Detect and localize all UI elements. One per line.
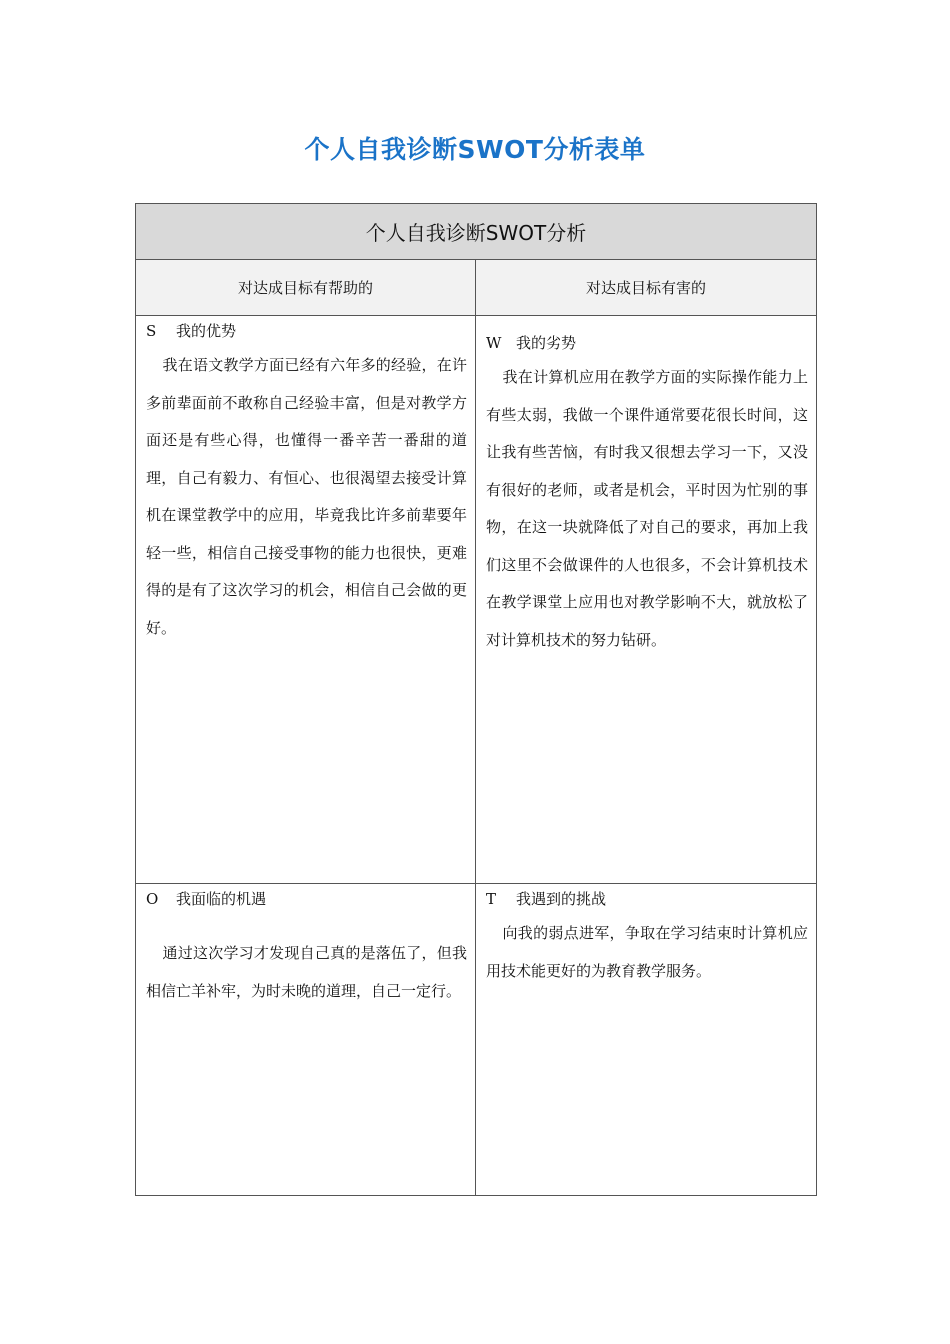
opportunities-letter: O	[146, 890, 159, 908]
quadrant-row-bottom	[136, 884, 817, 1196]
column-header-harmful: 对达成目标有害的	[476, 260, 817, 316]
strengths-cell	[136, 316, 476, 884]
strengths-heading	[146, 320, 467, 342]
threats-letter: T	[486, 890, 497, 908]
opportunities-text: 通过这次学习才发现自己真的是落伍了，但我相信亡羊补牢，为时未晚的道理，自己一定行。	[146, 944, 467, 1000]
quadrant-row-top	[136, 316, 817, 884]
strengths-text: 我在语文教学方面已经有六年多的经验，在许多前辈面前不敢称自己经验丰富，但是对教学方面还是有些心得，也懂得一番辛苦一番甜的道理，自己有毅力、有恒心、也很渴望去接受计算机在课堂教学中的应用，毕竟我比许多前辈要年轻一些，相信自己接受事物的能力也很快，更难得的是有了这次学习的机会，相信自己会做的更好。	[146, 356, 467, 637]
weaknesses-letter: W	[486, 334, 502, 352]
strengths-letter: S	[146, 322, 157, 340]
weaknesses-heading	[486, 332, 808, 354]
document-title: 个人自我诊断SWOT分析表单	[304, 135, 646, 164]
threats-heading	[486, 888, 808, 910]
column-header-row	[136, 260, 817, 316]
opportunities-label: 我面临的机遇	[176, 890, 267, 908]
threats-text: 向我的弱点进军，争取在学习结束时计算机应用技术能更好的为教育教学服务。	[486, 924, 808, 980]
opportunities-cell	[136, 884, 476, 1196]
threats-label: 我遇到的挑战	[516, 890, 607, 908]
weaknesses-text: 我在计算机应用在教学方面的实际操作能力上有些太弱，我做一个课件通常要花很长时间，这让我有些苦恼，有时我又很想去学习一下，又没有很好的老师，或者是机会，平时因为忙别的事物，在这一块就降低了对自己的要求，再加上我们这里不会做课件的人也很多，不会计算机技术在教学课堂上应用也对教学影响不大，就放松了对计算机技术的努力钻研。	[486, 368, 808, 649]
weaknesses-cell	[476, 316, 817, 884]
opportunities-heading	[146, 888, 467, 910]
weaknesses-label: 我的劣势	[516, 334, 577, 352]
strengths-label: 我的优势	[176, 322, 237, 340]
column-header-helpful: 对达成目标有帮助的	[136, 260, 476, 316]
table-title-row	[136, 204, 817, 260]
threats-cell	[476, 884, 817, 1196]
table-title: 个人自我诊断SWOT分析	[136, 204, 817, 260]
swot-table	[135, 203, 817, 1196]
